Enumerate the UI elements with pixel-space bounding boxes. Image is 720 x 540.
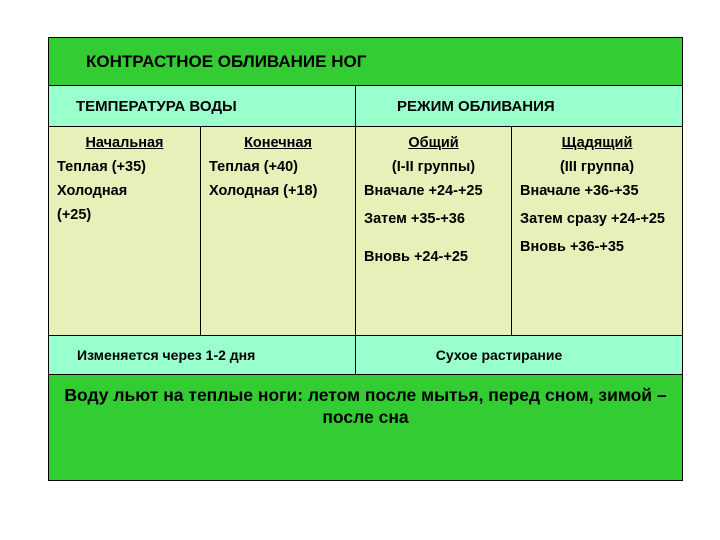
- initial-cold-label: Холодная: [57, 183, 128, 199]
- dry-rub-cell: Сухое растирание: [356, 336, 683, 375]
- gentle-regime-heading: Щадящий: [561, 135, 633, 151]
- initial-temperature-heading: Начальная: [85, 135, 164, 151]
- contrast-douche-table: [48, 37, 683, 481]
- change-interval-cell: Изменяется через 1-2 дня: [49, 336, 356, 375]
- initial-warm-value: Теплая (+35): [57, 159, 146, 175]
- note-row: [49, 375, 683, 481]
- general-regime-heading: Общий: [408, 135, 459, 151]
- general-second-step: Затем +35-+36: [364, 211, 465, 227]
- final-temperature-heading: Конечная: [244, 135, 312, 151]
- general-third-step: Вновь +24-+25: [364, 249, 468, 265]
- final-warm-value: Теплая (+40): [209, 159, 298, 175]
- initial-temperature-cell: [49, 127, 201, 336]
- procedure-note: Воду льют на теплые ноги: летом после мытья, перед сном, зимой – после сна: [49, 375, 683, 481]
- water-temperature-header: ТЕМПЕРАТУРА ВОДЫ: [49, 86, 356, 127]
- gentle-third-step: Вновь +36-+35: [520, 239, 624, 255]
- title-row: [49, 38, 683, 86]
- initial-cold-value: (+25): [57, 207, 92, 223]
- general-regime-cell: [356, 127, 512, 336]
- general-first-step: Вначале +24-+25: [364, 183, 483, 199]
- final-cold-value: Холодная (+18): [209, 183, 318, 199]
- footer-row: [49, 336, 683, 375]
- general-regime-groups: (I-II группы): [391, 159, 476, 175]
- gentle-second-step: Затем сразу +24-+25: [520, 211, 665, 227]
- douche-regime-header: РЕЖИМ ОБЛИВАНИЯ: [356, 86, 683, 127]
- gentle-regime-group: (III группа): [559, 159, 635, 175]
- gentle-regime-cell: [512, 127, 683, 336]
- values-row: [49, 127, 683, 336]
- table-title: КОНТРАСТНОЕ ОБЛИВАНИЕ НОГ: [49, 38, 683, 86]
- final-temperature-cell: [201, 127, 356, 336]
- header-row: [49, 86, 683, 127]
- gentle-first-step: Вначале +36-+35: [520, 183, 639, 199]
